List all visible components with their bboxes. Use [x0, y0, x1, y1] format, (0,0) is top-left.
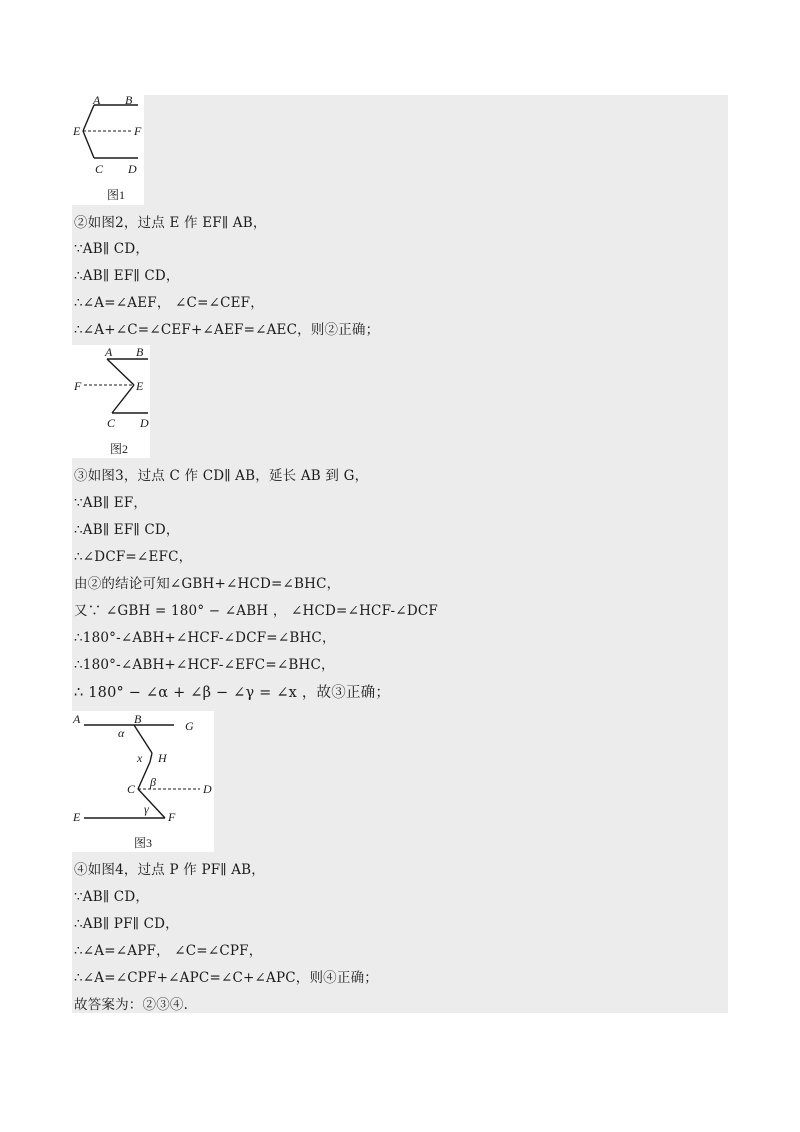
- text-line-13: ∴180°-∠ABH+∠HCF-∠EFC=∠BHC，: [74, 657, 335, 673]
- figure-1-caption: 图1: [107, 188, 126, 202]
- label-D: D: [203, 782, 212, 796]
- text-line-11: 又∵ ∠GBH = 180° − ∠ABH ， ∠HCD=∠HCF-∠DCF: [74, 603, 438, 619]
- label-B: B: [125, 95, 133, 107]
- text-line-4: ∴∠A=∠AEF， ∠C=∠CEF，: [74, 295, 264, 311]
- text-line-9: ∴∠DCF=∠EFC，: [74, 549, 193, 565]
- label-C: C: [95, 162, 104, 176]
- text-line-7: ∵AB∥ EF，: [74, 495, 148, 511]
- text-line-6: ③如图3，过点 C 作 CD∥ AB，延长 AB 到 G，: [74, 468, 369, 484]
- label-H: H: [158, 751, 167, 765]
- label-E: E: [73, 810, 81, 824]
- label-D: D: [128, 162, 137, 176]
- text-line-16: ∵AB∥ CD，: [74, 889, 150, 905]
- figure-1-diagram: [72, 95, 144, 205]
- text-line-19: ∴∠A=∠CPF+∠APC=∠C+∠APC，则④正确；: [74, 970, 378, 986]
- label-alpha: α: [118, 726, 125, 740]
- label-D: D: [140, 416, 149, 430]
- text-line-12: ∴180°-∠ABH+∠HCF-∠DCF=∠BHC，: [74, 630, 336, 646]
- text-line-18: ∴∠A=∠APF， ∠C=∠CPF，: [74, 943, 263, 959]
- figure-2-diagram: [72, 345, 150, 458]
- text-line-15: ④如图4，过点 P 作 PF∥ AB，: [74, 862, 265, 878]
- text-line-8: ∴AB∥ EF∥ CD，: [74, 522, 180, 538]
- text-line-1: ②如图2，过点 E 作 EF∥ AB，: [74, 215, 267, 231]
- text-line-20: 故答案为：②③④.: [74, 997, 189, 1013]
- figure-1: [72, 95, 144, 205]
- figure-3: [72, 711, 214, 852]
- figure-3-diagram: [72, 711, 214, 852]
- label-C: C: [127, 782, 136, 796]
- label-G: G: [185, 719, 194, 733]
- text-line-2: ∵AB∥ CD，: [74, 241, 150, 257]
- text-line-10: 由②的结论可知∠GBH+∠HCD=∠BHC，: [74, 576, 341, 592]
- text-line-14: ∴ 180° − ∠α + ∠β − ∠γ = ∠x ，故③正确；: [74, 685, 391, 701]
- label-A: A: [93, 95, 101, 107]
- figure-3-caption: 图3: [134, 836, 153, 850]
- label-B: B: [134, 712, 142, 726]
- text-line-5: ∴∠A+∠C=∠CEF+∠AEF=∠AEC，则②正确；: [74, 322, 380, 338]
- label-F: F: [74, 379, 82, 393]
- label-A: A: [73, 712, 81, 726]
- label-F: F: [134, 124, 142, 138]
- label-F: F: [168, 810, 176, 824]
- label-A: A: [105, 345, 113, 359]
- label-beta: β: [150, 775, 156, 789]
- label-x: x: [137, 751, 143, 765]
- label-gamma: γ: [144, 802, 149, 816]
- text-line-3: ∴AB∥ EF∥ CD，: [74, 268, 180, 284]
- text-line-17: ∴AB∥ PF∥ CD，: [74, 916, 179, 932]
- label-E: E: [73, 124, 81, 138]
- label-B: B: [136, 345, 144, 359]
- figure-2-caption: 图2: [110, 442, 129, 456]
- figure-2: [72, 345, 150, 458]
- label-C: C: [107, 416, 116, 430]
- label-E: E: [136, 379, 144, 393]
